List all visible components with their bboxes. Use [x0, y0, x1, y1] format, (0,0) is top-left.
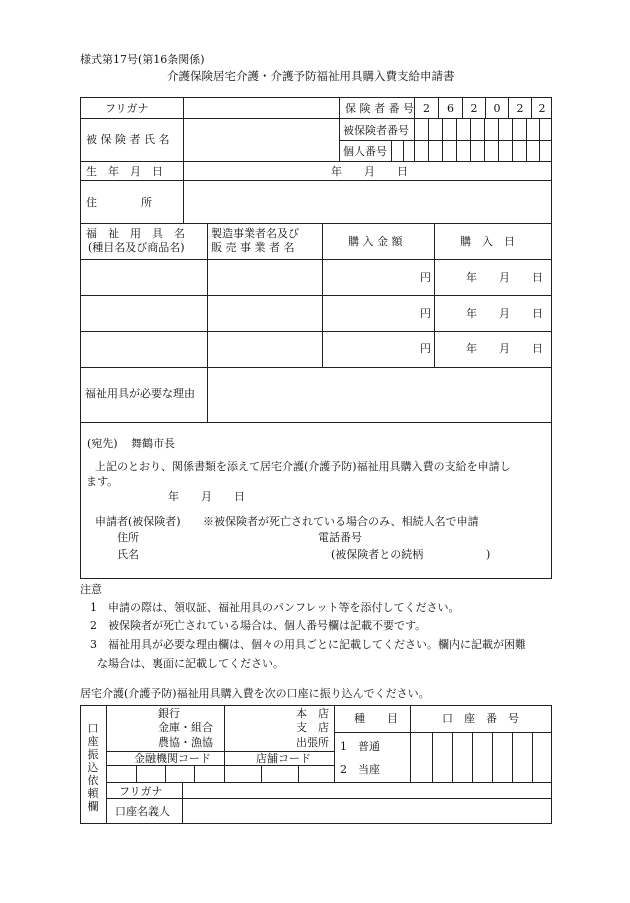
bank-side-label: 口 座 振 込 依 頼 欄	[87, 722, 99, 813]
insured-number-label: 被保険者番号	[343, 124, 409, 137]
insurer-digit: 2	[470, 102, 478, 115]
purchase-date-field[interactable]: 年 月 日	[466, 342, 543, 355]
bank-intro: 居宅介護(介護予防)福祉用具購入費を次の口座に振り込んでください。	[80, 687, 430, 700]
maker-header: 製造事業者名及び	[211, 227, 299, 240]
insured-name-field[interactable]	[184, 119, 338, 160]
insured-name-label: 被 保 険 者 氏 名	[86, 133, 170, 146]
holder-furigana-field[interactable]	[183, 783, 551, 797]
amount-header: 購 入 金 額	[348, 235, 403, 248]
form-number: 様式第17号(第16条関係)	[80, 53, 205, 66]
yen-label: 円	[420, 271, 431, 284]
reason-label: 福祉用具が必要な理由	[85, 387, 195, 400]
institution-type[interactable]: 農協・漁協	[158, 736, 213, 749]
addressee-label: (宛先)	[87, 437, 118, 450]
note-text: 福祉用具が必要な理由欄は、個々の用具ごとに記載してください。欄内に記載が困難	[108, 638, 526, 651]
applicant-label: 申請者(被保険者)	[95, 515, 181, 528]
birth-date-field[interactable]: 年 月 日	[331, 165, 408, 178]
account-holder-field[interactable]	[183, 799, 551, 823]
institution-type[interactable]: 金庫・組合	[158, 721, 213, 734]
note-number: 1	[90, 601, 97, 614]
account-type-label: 種 目	[354, 712, 398, 725]
yen-label: 円	[420, 307, 431, 320]
insurer-digit: 0	[493, 102, 501, 115]
account-holder-label: 口座名義人	[115, 805, 170, 818]
insurer-digit: 2	[423, 102, 430, 115]
note-text: 申請の際は、領収証、福祉用具のパンフレット等を添付してください。	[108, 601, 460, 614]
item-name-header: 福 祉 用 具 名	[86, 227, 185, 240]
applicant-address-label: 住所	[117, 531, 139, 544]
institution-type[interactable]: 銀行	[158, 707, 180, 720]
branch-type[interactable]: 支 店	[296, 721, 329, 734]
note-number: 3	[90, 638, 97, 651]
statement-line2: ます。	[86, 475, 119, 488]
note-text: 被保険者が死亡されている場合は、個人番号欄は記載不要です。	[108, 619, 427, 632]
insurer-digit: 6	[447, 102, 454, 115]
relation-close: )	[486, 548, 491, 561]
application-date[interactable]: 年 月 日	[168, 490, 245, 503]
furigana-label: フリガナ	[105, 102, 149, 115]
insurer-digit: 2	[516, 102, 524, 115]
address-field[interactable]	[184, 181, 551, 222]
applicant-note: ※被保険者が死亡されている場合のみ、相続人名で申請	[203, 515, 479, 528]
holder-furigana-label: フリガナ	[119, 785, 163, 798]
insurer-digit: 2	[538, 102, 546, 115]
applicant-name-label: 氏名	[117, 548, 139, 561]
branch-code-field[interactable]	[225, 766, 333, 781]
yen-label: 円	[420, 342, 431, 355]
account-number-field[interactable]	[411, 733, 551, 781]
relation-label: (被保険者との続柄	[331, 548, 424, 561]
account-type-option[interactable]: 2 当座	[340, 763, 380, 776]
notes-heading: 注意	[80, 583, 102, 596]
item-name-subheader: (種目名及び商品名)	[88, 241, 185, 254]
statement-line1: 上記のとおり、関係書類を添えて居宅介護(介護予防)福祉用具購入費の支給を申請し	[95, 460, 511, 473]
branch-code-label: 店舗コード	[256, 752, 311, 765]
personal-number-field[interactable]	[392, 141, 551, 160]
purchase-date-field[interactable]: 年 月 日	[466, 271, 543, 284]
insurer-number-label: 保 険 者 番 号	[345, 102, 414, 115]
reason-field[interactable]	[208, 368, 551, 421]
personal-number-label: 個人番号	[343, 145, 387, 158]
addressee-value: 舞鶴市長	[131, 437, 175, 450]
maker-subheader: 販 売 事 業 者 名	[211, 241, 295, 254]
branch-type[interactable]: 出張所	[296, 736, 329, 749]
applicant-phone-label: 電話番号	[318, 531, 362, 544]
address-label: 住 所	[86, 196, 152, 209]
account-type-option[interactable]: 1 普通	[340, 740, 380, 753]
purchase-date-header: 購 入 日	[460, 235, 515, 248]
form-title: 介護保険居宅介護・介護予防福祉用具購入費支給申請書	[167, 69, 455, 83]
note-text-cont: な場合は、裏面に記載してください。	[97, 657, 284, 670]
purchase-date-field[interactable]: 年 月 日	[466, 307, 543, 320]
furigana-field[interactable]	[184, 98, 338, 117]
account-number-label: 口 座 番 号	[442, 712, 519, 725]
branch-type[interactable]: 本 店	[296, 707, 329, 720]
birth-date-label: 生 年 月 日	[86, 165, 163, 178]
note-number: 2	[90, 619, 97, 632]
bank-code-label: 金融機関コード	[134, 752, 211, 765]
bank-code-field[interactable]	[107, 766, 223, 781]
insured-number-field[interactable]	[415, 119, 551, 139]
